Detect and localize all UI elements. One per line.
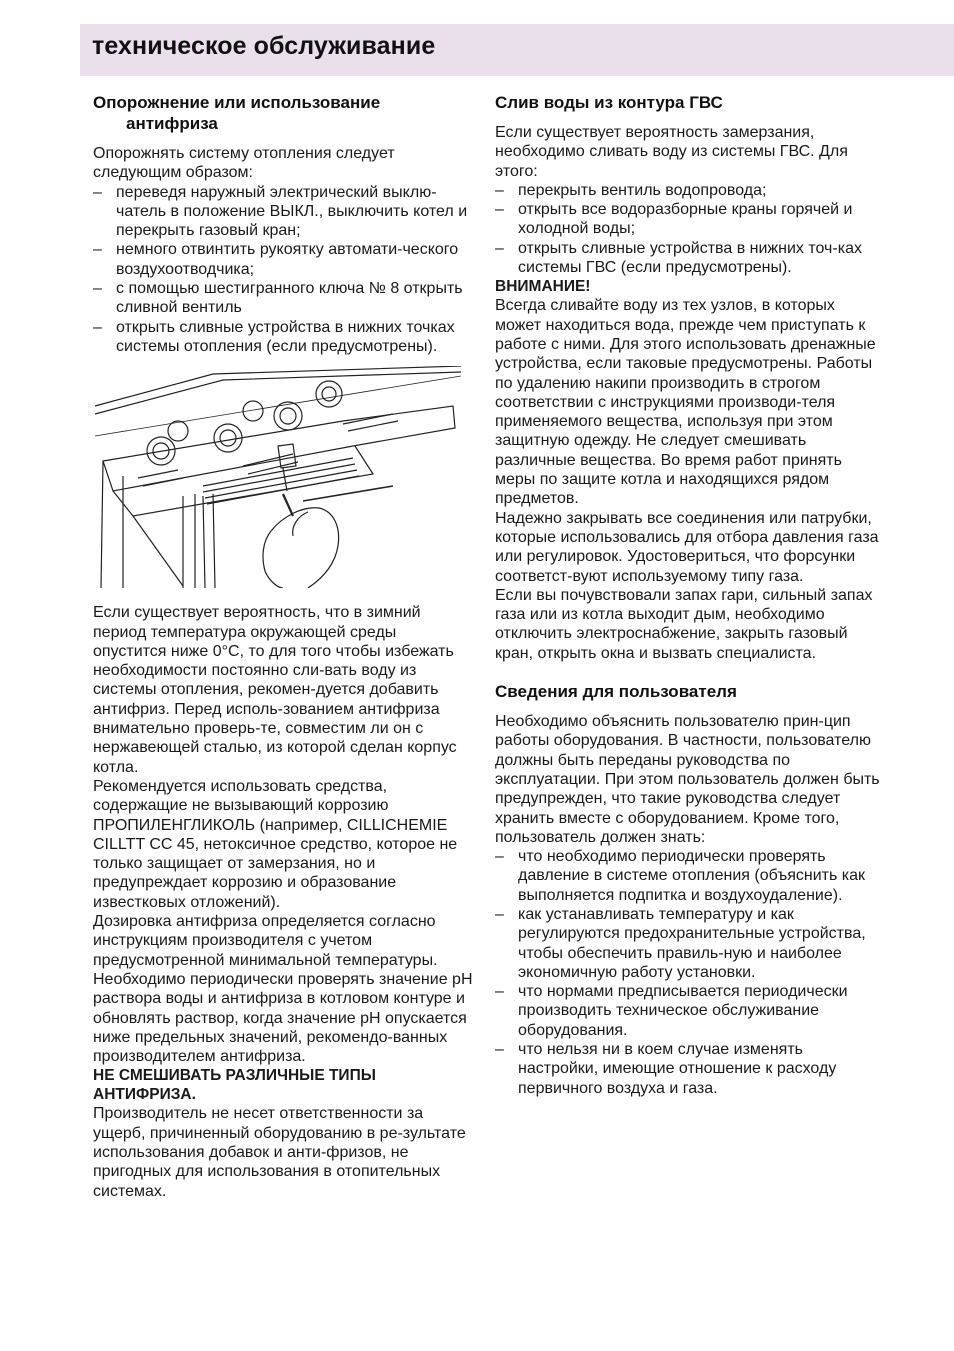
boiler-drain-illustration — [93, 366, 461, 588]
list-item: – что нельзя ни в коем случае изменять настройки, имеющие отношение к расходу первичного воздуха и газа. — [495, 1040, 880, 1098]
dhw-steps-list — [495, 181, 880, 277]
list-item: – с помощью шестигранного ключа № 8 открыть сливной вентиль — [93, 279, 473, 318]
attention-paragraph-3: Если вы почувствовали запах гари, сильный запах газа или из котла выходит дым, необходимо отключить электроснабжение, закрыть газовый кран, открыть окна и вызвать специалиста. — [495, 586, 873, 662]
list-item: – открыть все водоразборные краны горячей и холодной воды; — [495, 200, 880, 239]
page-title: техническое обслуживание — [92, 32, 436, 60]
list-item: – открыть сливные устройства в нижних точках системы отопления (если предусмотрены). — [93, 318, 473, 357]
section-title-user-info: Сведения для пользователя — [495, 682, 737, 702]
list-item: – немного отвинтить рукоятку автомати-ческого воздухоотводчика; — [93, 240, 473, 279]
section-title-drain-antifreeze — [93, 92, 473, 134]
antifreeze-paragraph-4: Производитель не несет ответственности за ущерб, причиненный оборудованию в ре-зультате использования добавок и анти-фризов, не пригодных для использования в отопительных системах. — [93, 1105, 466, 1200]
user-info-list — [495, 847, 880, 1098]
user-info-intro: Необходимо объяснить пользователю прин-цип работы оборудования. В частности, пользователю должны быть переданы руководства по эксплуатации. При этом пользователь должен быть предупрежден, что такие руководства следует хранить вместе с оборудованием. Кроме того, пользователь должен знать: — [495, 713, 880, 846]
section-title-line2: антифриза — [126, 114, 218, 133]
list-item: – переведя наружный электрический выклю-чатель в положение ВЫКЛ., выключить котел и перекрыть газовый кран; — [93, 183, 473, 241]
attention-paragraph-1: Всегда сливайте воду из тех узлов, в которых может находиться вода, прежде чем приступать к работе с ними. Для этого использовать дренажные устройства, если таковые предусмотрены. Работы по удалению накипи производить в строгом соответствии с инструкциями производи-теля применяемого вещества, используя при этом защитную одежду. Не следует смешивать различные вещества. Во время работ принять меры по защите котла и находящихся рядом предметов. — [495, 297, 876, 508]
drain-steps-list — [93, 183, 473, 357]
section-title-line1: Опорожнение или использование — [93, 93, 381, 112]
list-item: – перекрыть вентиль водопровода; — [495, 181, 880, 200]
antifreeze-paragraph-3: Дозировка антифриза определяется согласно инструкциям производителя с учетом предусмотренной минимальной температуры. Необходимо периодически проверять значение рН раствора воды и антифриза в котловом контуре и обновлять раствор, когда значение рН опускается ниже предельных значений, рекомендо-ванных производителем антифриза. — [93, 913, 473, 1066]
drain-intro: Опорожнять систему отопления следует следующим образом: — [93, 145, 395, 182]
antifreeze-paragraph-1: Если существует вероятность, что в зимний период температура окружающей среды опустится ниже 0°С, то для того чтобы избежать необходимости постоянно сли-вать воду из системы отопления, рекомен-дуется добавить антифриз. Перед исполь-зованием антифриза внимательно проверь-те, совместим ли он с нержавеющей сталью, из которой сделан корпус котла. — [93, 604, 457, 776]
list-item: – что нормами предписывается периодически производить техническое обслуживание оборудования. — [495, 982, 880, 1040]
left-column — [93, 92, 473, 1201]
list-item: – как устанавливать температуру и как регулируются предохранительные устройства, чтобы обеспечить правиль-ную и наиболее экономичную работу установки. — [495, 905, 880, 982]
antifreeze-warning: НЕ СМЕШИВАТЬ РАЗЛИЧНЫЕ ТИПЫ АНТИФРИЗА. — [93, 1067, 376, 1104]
list-item: – что необходимо периодически проверять давление в системе отопления (объяснить как выполняется подпитка и воздухоудаление). — [495, 847, 880, 905]
attention-paragraph-2: Надежно закрывать все соединения или патрубки, которые использовались для отбора давления газа или регулировок. Удостовериться, что форсунки соответст-вуют используемому типу газа. — [495, 509, 879, 585]
list-item: – открыть сливные устройства в нижних точ-ках системы ГВС (если предусмотрены). — [495, 239, 880, 278]
right-column — [495, 92, 880, 1098]
section-title-dhw-drain: Слив воды из контура ГВС — [495, 93, 723, 112]
dhw-intro: Если существует вероятность замерзания, необходимо сливать воду из системы ГВС. Для этого: — [495, 124, 848, 180]
section-gap — [495, 663, 880, 681]
attention-label: ВНИМАНИЕ! — [495, 278, 591, 296]
antifreeze-paragraph-2: Рекомендуется использовать средства, содержащие не вызывающий коррозию ПРОПИЛЕНГЛИКОЛЬ (например, CILLICHEMIE CILLTT CC 45, нетоксичное средство, которое не только защищает от замерзания, но и предупреждает коррозию и образование известковых отложений). — [93, 777, 458, 911]
